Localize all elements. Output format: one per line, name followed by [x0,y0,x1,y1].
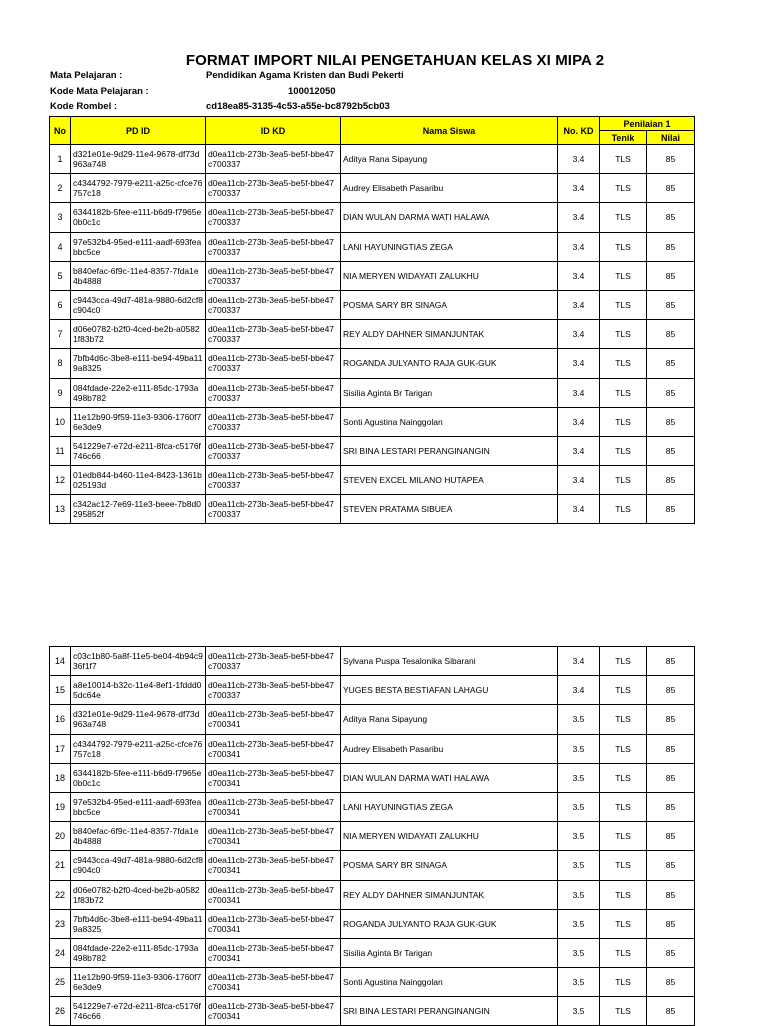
header-penilaian: Penilaian 1 [600,117,695,131]
nama-siswa-cell: YUGES BESTA BESTIAFAN LAHAGU [341,676,558,705]
kode-rombel-value: cd18ea85-3135-4c53-a55e-bc8792b5cb03 [206,101,390,112]
teknik-cell: TLS [600,261,647,290]
header-no-kd: No. KD [558,117,600,145]
no-kd-cell: 3.4 [558,378,600,407]
table-row [50,938,695,967]
teknik-cell: TLS [600,232,647,261]
id-kd-cell: d0ea11cb-273b-3ea5-be5f-bbe47c700337 [206,203,341,232]
nama-siswa-cell: Audrey Elisabeth Pasaribu [341,174,558,203]
id-kd-cell: d0ea11cb-273b-3ea5-be5f-bbe47c700341 [206,822,341,851]
header-pd-id: PD ID [71,117,206,145]
nilai-table [49,116,695,524]
nama-siswa-cell: REY ALDY DAHNER SIMANJUNTAK [341,320,558,349]
nilai-cell: 85 [647,261,695,290]
id-kd-cell: d0ea11cb-273b-3ea5-be5f-bbe47c700337 [206,436,341,465]
table-row [50,349,695,378]
table-row [50,232,695,261]
pd-id-cell: d321e01e-9d29-11e4-9678-df73d963a748 [71,145,206,174]
row-no: 10 [50,407,71,436]
pd-id-cell: 084fdade-22e2-e111-85dc-1793a498b782 [71,378,206,407]
row-no: 23 [50,909,71,938]
nama-siswa-cell: NIA MERYEN WIDAYATI ZALUKHU [341,261,558,290]
id-kd-cell: d0ea11cb-273b-3ea5-be5f-bbe47c700337 [206,320,341,349]
document-title: FORMAT IMPORT NILAI PENGETAHUAN KELAS XI MIPA 2 [185,52,605,69]
id-kd-cell: d0ea11cb-273b-3ea5-be5f-bbe47c700337 [206,407,341,436]
nama-siswa-cell: DIAN WULAN DARMA WATI HALAWA [341,203,558,232]
nama-siswa-cell: Sonti Agustina Nainggolan [341,407,558,436]
nama-siswa-cell: ROGANDA JULYANTO RAJA GUK-GUK [341,349,558,378]
nilai-cell: 85 [647,174,695,203]
id-kd-cell: d0ea11cb-273b-3ea5-be5f-bbe47c700337 [206,647,341,676]
row-no: 18 [50,763,71,792]
id-kd-cell: d0ea11cb-273b-3ea5-be5f-bbe47c700337 [206,174,341,203]
table-row [50,997,695,1026]
table-row [50,436,695,465]
nilai-cell: 85 [647,734,695,763]
nilai-cell: 85 [647,407,695,436]
table-row [50,705,695,734]
table-row [50,676,695,705]
id-kd-cell: d0ea11cb-273b-3ea5-be5f-bbe47c700341 [206,705,341,734]
nilai-cell: 85 [647,822,695,851]
nilai-cell: 85 [647,880,695,909]
no-kd-cell: 3.4 [558,466,600,495]
id-kd-cell: d0ea11cb-273b-3ea5-be5f-bbe47c700337 [206,495,341,524]
nilai-table-continued [49,646,695,1026]
table-row [50,466,695,495]
row-no: 17 [50,734,71,763]
pd-id-cell: c4344792-7979-e211-a25c-cfce76757c18 [71,734,206,763]
no-kd-cell: 3.4 [558,203,600,232]
table-row [50,495,695,524]
nama-siswa-cell: Audrey Elisabeth Pasaribu [341,734,558,763]
row-no: 24 [50,938,71,967]
nama-siswa-cell: POSMA SARY BR SINAGA [341,851,558,880]
mapel-label: Mata Pelajaran : [50,70,123,81]
no-kd-cell: 3.5 [558,792,600,821]
teknik-cell: TLS [600,378,647,407]
pd-id-cell: 7bfb4d6c-3be8-e111-be94-49ba119a8325 [71,909,206,938]
table-row [50,822,695,851]
row-no: 5 [50,261,71,290]
pd-id-cell: 541229e7-e72d-e211-8fca-c5176f746c66 [71,997,206,1026]
nilai-cell: 85 [647,203,695,232]
teknik-cell: TLS [600,495,647,524]
no-kd-cell: 3.5 [558,909,600,938]
table-row [50,378,695,407]
row-no: 20 [50,822,71,851]
id-kd-cell: d0ea11cb-273b-3ea5-be5f-bbe47c700341 [206,763,341,792]
nama-siswa-cell: Aditya Rana Sipayung [341,145,558,174]
id-kd-cell: d0ea11cb-273b-3ea5-be5f-bbe47c700341 [206,851,341,880]
nilai-cell: 85 [647,705,695,734]
id-kd-cell: d0ea11cb-273b-3ea5-be5f-bbe47c700341 [206,938,341,967]
table-row [50,792,695,821]
table-row [50,968,695,997]
teknik-cell: TLS [600,320,647,349]
row-no: 25 [50,968,71,997]
nilai-cell: 85 [647,997,695,1026]
teknik-cell: TLS [600,851,647,880]
teknik-cell: TLS [600,145,647,174]
row-no: 16 [50,705,71,734]
no-kd-cell: 3.5 [558,938,600,967]
id-kd-cell: d0ea11cb-273b-3ea5-be5f-bbe47c700341 [206,734,341,763]
pd-id-cell: 6344182b-5fee-e111-b6d9-f7965e0b0c1c [71,203,206,232]
pd-id-cell: b840efac-6f9c-11e4-8357-7fda1e4b4888 [71,822,206,851]
row-no: 3 [50,203,71,232]
pd-id-cell: 11e12b90-9f59-11e3-9306-1760f76e3de9 [71,407,206,436]
nama-siswa-cell: LANI HAYUNINGTIAS ZEGA [341,232,558,261]
row-no: 13 [50,495,71,524]
nilai-cell: 85 [647,938,695,967]
row-no: 15 [50,676,71,705]
pd-id-cell: 7bfb4d6c-3be8-e111-be94-49ba119a8325 [71,349,206,378]
row-no: 4 [50,232,71,261]
pd-id-cell: c03c1b80-5a8f-11e5-be04-4b94c936f1f7 [71,647,206,676]
nama-siswa-cell: NIA MERYEN WIDAYATI ZALUKHU [341,822,558,851]
pd-id-cell: d06e0782-b2f0-4ced-be2b-a05821f83b72 [71,880,206,909]
teknik-cell: TLS [600,880,647,909]
table-row [50,909,695,938]
row-no: 11 [50,436,71,465]
nilai-cell: 85 [647,378,695,407]
no-kd-cell: 3.4 [558,407,600,436]
row-no: 22 [50,880,71,909]
table-row [50,290,695,319]
header-teknik: Tenik [600,131,647,145]
teknik-cell: TLS [600,792,647,821]
id-kd-cell: d0ea11cb-273b-3ea5-be5f-bbe47c700337 [206,378,341,407]
no-kd-cell: 3.4 [558,232,600,261]
nilai-cell: 85 [647,466,695,495]
pd-id-cell: 97e532b4-95ed-e111-aadf-693feabbc5ce [71,792,206,821]
pd-id-cell: d06e0782-b2f0-4ced-be2b-a05821f83b72 [71,320,206,349]
nilai-cell: 85 [647,145,695,174]
teknik-cell: TLS [600,909,647,938]
nama-siswa-cell: LANI HAYUNINGTIAS ZEGA [341,792,558,821]
nama-siswa-cell: SRI BINA LESTARI PERANGINANGIN [341,436,558,465]
id-kd-cell: d0ea11cb-273b-3ea5-be5f-bbe47c700341 [206,880,341,909]
id-kd-cell: d0ea11cb-273b-3ea5-be5f-bbe47c700341 [206,792,341,821]
table-row [50,407,695,436]
pd-id-cell: d321e01e-9d29-11e4-9678-df73d963a748 [71,705,206,734]
header-id-kd: ID KD [206,117,341,145]
id-kd-cell: d0ea11cb-273b-3ea5-be5f-bbe47c700341 [206,968,341,997]
row-no: 12 [50,466,71,495]
no-kd-cell: 3.4 [558,261,600,290]
no-kd-cell: 3.4 [558,290,600,319]
header-nilai: Nilai [647,131,695,145]
teknik-cell: TLS [600,997,647,1026]
table-row [50,320,695,349]
teknik-cell: TLS [600,822,647,851]
id-kd-cell: d0ea11cb-273b-3ea5-be5f-bbe47c700337 [206,676,341,705]
nama-siswa-cell: Sylvana Puspa Tesalonika Sibarani [341,647,558,676]
no-kd-cell: 3.5 [558,763,600,792]
nilai-cell: 85 [647,851,695,880]
pd-id-cell: 97e532b4-95ed-e111-aadf-693feabbc5ce [71,232,206,261]
no-kd-cell: 3.5 [558,880,600,909]
pd-id-cell: 6344182b-5fee-e111-b6d9-f7965e0b0c1c [71,763,206,792]
nilai-cell: 85 [647,436,695,465]
nama-siswa-cell: POSMA SARY BR SINAGA [341,290,558,319]
pd-id-cell: 541229e7-e72d-e211-8fca-c5176f746c66 [71,436,206,465]
teknik-cell: TLS [600,407,647,436]
nama-siswa-cell: Sisilia Aginta Br Tarigan [341,938,558,967]
nilai-cell: 85 [647,647,695,676]
teknik-cell: TLS [600,174,647,203]
row-no: 6 [50,290,71,319]
no-kd-cell: 3.5 [558,705,600,734]
id-kd-cell: d0ea11cb-273b-3ea5-be5f-bbe47c700337 [206,232,341,261]
id-kd-cell: d0ea11cb-273b-3ea5-be5f-bbe47c700337 [206,290,341,319]
nama-siswa-cell: Aditya Rana Sipayung [341,705,558,734]
row-no: 9 [50,378,71,407]
no-kd-cell: 3.4 [558,647,600,676]
mapel-value: Pendidikan Agama Kristen dan Budi Pekerti [206,70,404,81]
nilai-cell: 85 [647,763,695,792]
table-row [50,261,695,290]
header-nama-siswa: Nama Siswa [341,117,558,145]
nilai-cell: 85 [647,968,695,997]
row-no: 26 [50,997,71,1026]
id-kd-cell: d0ea11cb-273b-3ea5-be5f-bbe47c700341 [206,909,341,938]
no-kd-cell: 3.4 [558,436,600,465]
nilai-cell: 85 [647,792,695,821]
teknik-cell: TLS [600,349,647,378]
nama-siswa-cell: Sisilia Aginta Br Tarigan [341,378,558,407]
no-kd-cell: 3.4 [558,495,600,524]
nama-siswa-cell: STEVEN PRATAMA SIBUEA [341,495,558,524]
nilai-cell: 85 [647,320,695,349]
no-kd-cell: 3.5 [558,734,600,763]
table-row [50,763,695,792]
nilai-cell: 85 [647,232,695,261]
teknik-cell: TLS [600,290,647,319]
id-kd-cell: d0ea11cb-273b-3ea5-be5f-bbe47c700337 [206,145,341,174]
id-kd-cell: d0ea11cb-273b-3ea5-be5f-bbe47c700337 [206,466,341,495]
header-no: No [50,117,71,145]
kode-rombel-label: Kode Rombel : [50,101,118,112]
nilai-cell: 85 [647,909,695,938]
table-row [50,734,695,763]
pd-id-cell: a8e10014-b32c-11e4-8ef1-1fddd05dc64e [71,676,206,705]
teknik-cell: TLS [600,763,647,792]
no-kd-cell: 3.5 [558,822,600,851]
nilai-cell: 85 [647,349,695,378]
kode-mapel-value: 100012050 [288,86,336,97]
nama-siswa-cell: ROGANDA JULYANTO RAJA GUK-GUK [341,909,558,938]
nilai-cell: 85 [647,676,695,705]
table-row [50,174,695,203]
teknik-cell: TLS [600,705,647,734]
no-kd-cell: 3.5 [558,851,600,880]
nama-siswa-cell: REY ALDY DAHNER SIMANJUNTAK [341,880,558,909]
no-kd-cell: 3.5 [558,997,600,1026]
table-row [50,203,695,232]
pd-id-cell: c4344792-7979-e211-a25c-cfce76757c18 [71,174,206,203]
teknik-cell: TLS [600,968,647,997]
id-kd-cell: d0ea11cb-273b-3ea5-be5f-bbe47c700341 [206,997,341,1026]
no-kd-cell: 3.4 [558,676,600,705]
no-kd-cell: 3.5 [558,968,600,997]
pd-id-cell: b840efac-6f9c-11e4-8357-7fda1e4b4888 [71,261,206,290]
row-no: 7 [50,320,71,349]
kode-mapel-label: Kode Mata Pelajaran : [50,86,149,97]
table-row [50,145,695,174]
teknik-cell: TLS [600,436,647,465]
no-kd-cell: 3.4 [558,349,600,378]
pd-id-cell: 01edb844-b460-11e4-8423-1361b025193d [71,466,206,495]
id-kd-cell: d0ea11cb-273b-3ea5-be5f-bbe47c700337 [206,261,341,290]
row-no: 2 [50,174,71,203]
pd-id-cell: 084fdade-22e2-e111-85dc-1793a498b782 [71,938,206,967]
table-row [50,647,695,676]
row-no: 19 [50,792,71,821]
teknik-cell: TLS [600,676,647,705]
id-kd-cell: d0ea11cb-273b-3ea5-be5f-bbe47c700337 [206,349,341,378]
row-no: 21 [50,851,71,880]
pd-id-cell: 11e12b90-9f59-11e3-9306-1760f76e3de9 [71,968,206,997]
teknik-cell: TLS [600,203,647,232]
nilai-cell: 85 [647,290,695,319]
pd-id-cell: c342ac12-7e69-11e3-beee-7b8d0295852f [71,495,206,524]
pd-id-cell: c9443cca-49d7-481a-9880-6d2cf8c904c0 [71,290,206,319]
row-no: 8 [50,349,71,378]
row-no: 14 [50,647,71,676]
table-row [50,851,695,880]
no-kd-cell: 3.4 [558,320,600,349]
nama-siswa-cell: SRI BINA LESTARI PERANGINANGIN [341,997,558,1026]
teknik-cell: TLS [600,647,647,676]
row-no: 1 [50,145,71,174]
nama-siswa-cell: STEVEN EXCEL MILANO HUTAPEA [341,466,558,495]
nama-siswa-cell: DIAN WULAN DARMA WATI HALAWA [341,763,558,792]
pd-id-cell: c9443cca-49d7-481a-9880-6d2cf8c904c0 [71,851,206,880]
teknik-cell: TLS [600,938,647,967]
no-kd-cell: 3.4 [558,145,600,174]
teknik-cell: TLS [600,466,647,495]
nilai-cell: 85 [647,495,695,524]
nama-siswa-cell: Sonti Agustina Nainggolan [341,968,558,997]
table-row [50,880,695,909]
teknik-cell: TLS [600,734,647,763]
no-kd-cell: 3.4 [558,174,600,203]
